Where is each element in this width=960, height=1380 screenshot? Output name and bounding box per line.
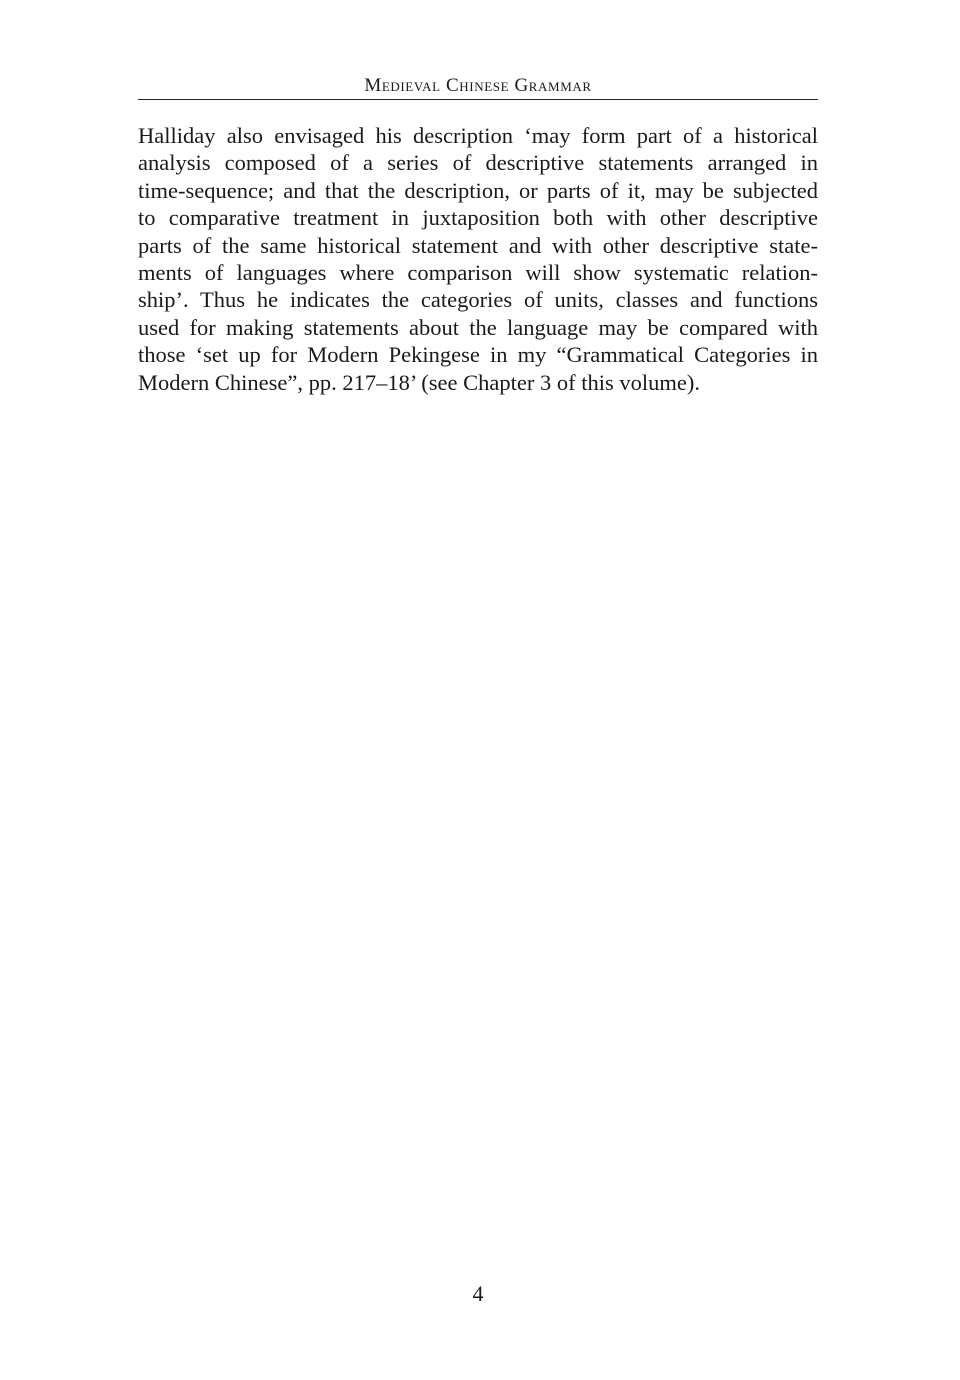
paragraph-line: used for making statements about the language may be compared with	[138, 314, 818, 340]
paragraph-line: to comparative treatment in juxtaposition both with other descriptive	[138, 205, 818, 231]
running-head: Medieval Chinese Grammar	[364, 75, 592, 96]
paragraph-line: time-sequence; and that the description, or parts of it, may be subjected	[138, 177, 818, 203]
paragraph-line: Modern Chinese”, pp. 217–18’ (see Chapter 3 of this volume).	[138, 369, 700, 395]
page-number: 4	[472, 1281, 484, 1306]
paragraph-line: those ‘set up for Modern Pekingese in my “Grammatical Categories in	[138, 342, 818, 368]
paragraph-line: analysis composed of a series of descriptive statements arranged in	[138, 150, 818, 176]
paragraph-line: Halliday also envisaged his description ‘may form part of a historical	[138, 123, 818, 148]
header-rule	[138, 99, 818, 100]
body-paragraph	[138, 122, 818, 396]
paragraph-line: ments of languages where comparison will show systematic relation-	[138, 260, 818, 286]
paragraph-line: parts of the same historical statement and with other descriptive state-	[138, 232, 818, 258]
paragraph-line: ship’. Thus he indicates the categories of units, classes and functions	[138, 287, 818, 313]
